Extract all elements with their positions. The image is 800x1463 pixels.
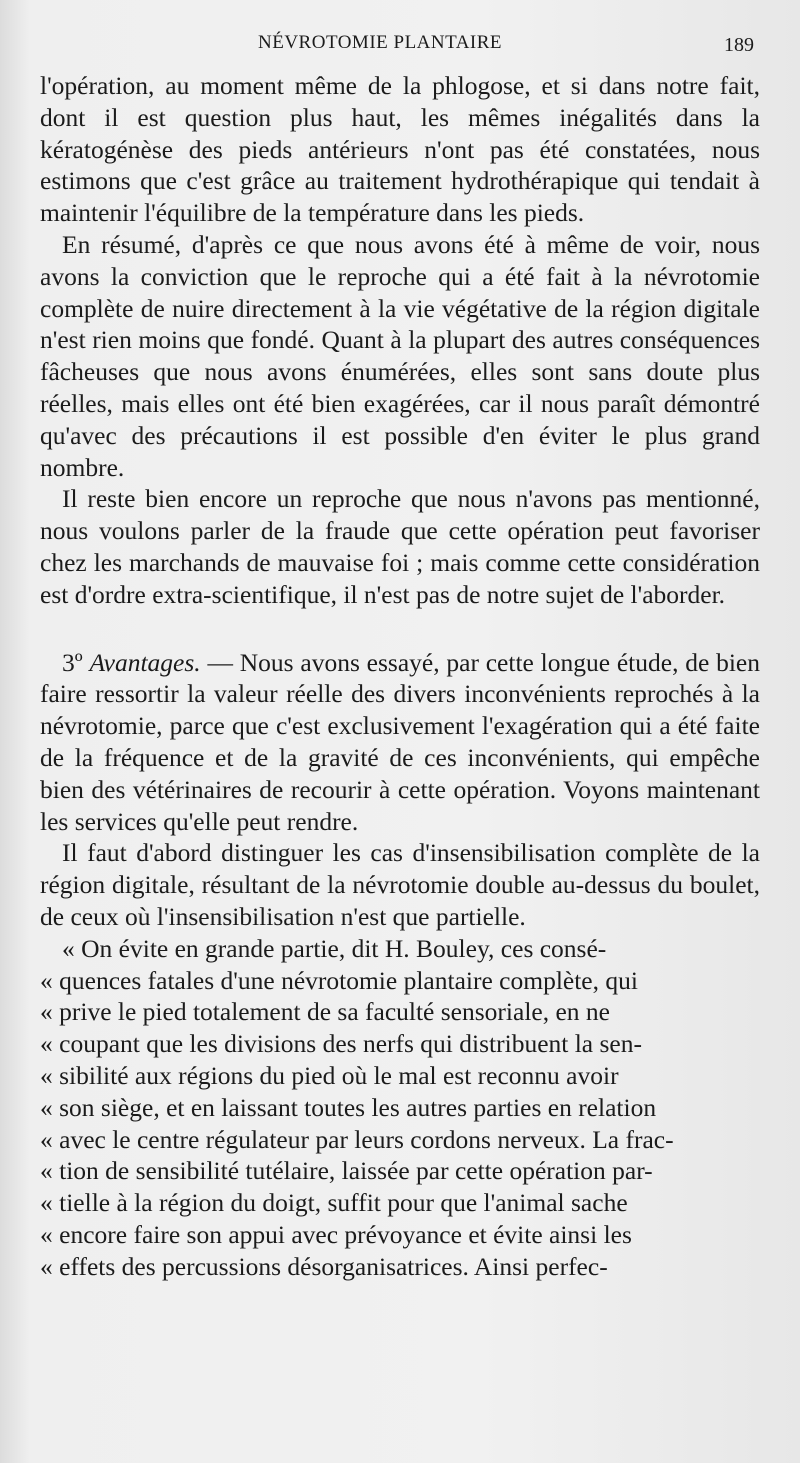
section-heading: Avantages. bbox=[89, 647, 201, 677]
paragraph-fraude: Il reste bien encore un reproche que nous n'avons pas mentionné, nous voulons parler de la fraude que cette opération peut favoriser chez les marchands de mauvaise foi ; mais comme cette considération est d'ordre extra-scientifique, il n'est pas de notre sujet de l'aborder. bbox=[40, 484, 760, 609]
section-number: 3º bbox=[62, 647, 83, 677]
paragraph-resume: En résumé, d'après ce que nous avons été à même de voir, nous avons la conviction que le reproche qui a été fait à la névrotomie complète de nuire directement à la vie végétative de la région digitale n'est rien moins que fondé. Quant à la plupart des autres conséquences fâcheuses que nous avons énumérées, elles sont sans doute plus réelles, mais elles ont été bien exagérées, car il nous paraît démontré qu'avec des précautions il est possible d'en éviter le plus grand nombre. bbox=[40, 229, 760, 482]
quotation-bouley: « On évite en grande partie, dit H. Bouley, ces consé- « quences fatales d'une névrotomie plantaire complète, qui « prive le pied totalement de sa faculté sensoriale, en ne « coupant que les divisions des nerfs qui distribuent la sen- « sibilité aux régions du pied où le mal est reconnu avoir « son siège, et en laissant toutes les autres parties en relation « avec le centre régulateur par leurs cordons nerveux. La frac- « tion de sensibilité tutélaire, laissée par cette opération par- « tielle à la région du doigt, suffit pour que l'animal sache « encore faire son appui avec prévoyance et évite ainsi les « effets des percussions désorganisatrices. Ainsi perfec- bbox=[40, 933, 674, 1281]
section-text: — Nous avons essayé, par cette longue étude, de bien faire ressortir la valeur réelle des divers inconvénients reprochés à la névrotomie, parce que c'est exclusivement l'exagération qui a été faite de la fréquence et de la gravité de ces inconvénients, qui empêche bien des vétérinaires de recourir à cette opération. Voyons maintenant les services qu'elle peut rendre. bbox=[40, 647, 760, 836]
paragraph-avantages bbox=[40, 647, 760, 838]
paragraph-continuation: l'opération, au moment même de la phlogose, et si dans notre fait, dont il est question plus haut, les mêmes inégalités dans la kératogénèse des pieds antérieurs n'ont pas été constatées, nous estimons que c'est grâce au traitement hydrothérapique qui tendait à maintenir l'équilibre de la température dans les pieds. bbox=[40, 71, 760, 228]
page-number: 189 bbox=[724, 34, 754, 56]
running-title: NÉVROTOMIE PLANTAIRE bbox=[258, 32, 503, 53]
paragraph-distinguer: Il faut d'abord distinguer les cas d'insensibilisation complète de la région digitale, résultant de la névrotomie double au-dessus du boulet, de ceux où l'insensibilisation n'est que partielle. bbox=[40, 838, 760, 931]
body-text bbox=[40, 70, 760, 1282]
page-header bbox=[38, 30, 760, 60]
